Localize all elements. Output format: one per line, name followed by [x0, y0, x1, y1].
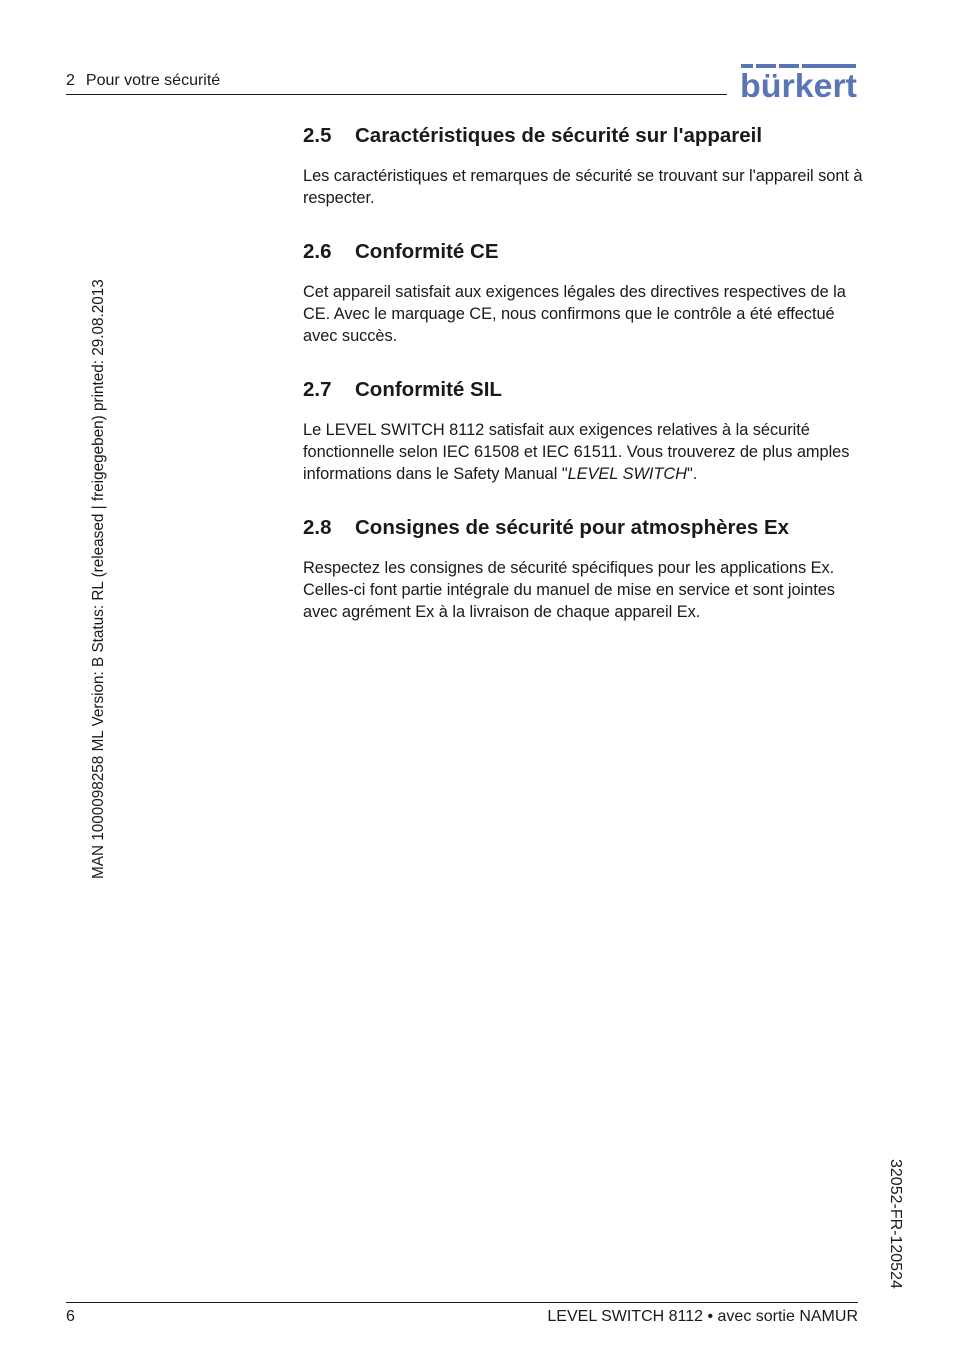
- section-title: Consignes de sécurité pour atmosphères Ex: [355, 516, 790, 539]
- footer-rule: [66, 1302, 858, 1303]
- section-number: 2.7: [303, 378, 332, 401]
- page-number: 6: [66, 1308, 75, 1325]
- logo-text: bürkert: [740, 67, 858, 102]
- section-number: 2.6: [303, 240, 332, 263]
- section-number: 2.8: [303, 516, 332, 539]
- section-paragraph: Les caractéristiques et remarques de sécurité se trouvant sur l'appareil sont à respecter.: [303, 167, 863, 207]
- section-paragraph: Cet appareil satisfait aux exigences légales des directives respectives de la CE. Avec le marquage CE, nous confirmons que le contrôle a été effectué avec succès.: [303, 283, 846, 345]
- manual-reference: LEVEL SWITCH: [567, 465, 687, 483]
- burkert-logo: [739, 62, 859, 102]
- section-2-5: [303, 120, 863, 209]
- section-number: 2.5: [303, 124, 332, 147]
- section-title: Conformité SIL: [355, 378, 502, 401]
- chapter-title: Pour votre sécurité: [85, 72, 221, 89]
- section-paragraph: [303, 419, 863, 485]
- chapter-number: 2: [66, 72, 75, 89]
- running-header: [66, 72, 220, 90]
- section-2-8: [303, 512, 863, 623]
- section-heading: [303, 120, 863, 152]
- section-title: Caractéristiques de sécurité sur l'appareil: [355, 124, 763, 147]
- footer-document-title: LEVEL SWITCH 8112 • avec sortie NAMUR: [547, 1308, 858, 1325]
- section-title: Conformité CE: [355, 240, 499, 263]
- paragraph-text-end: ".: [686, 465, 698, 483]
- document-control-info: MAN 1000098258 ML Version: B Status: RL (released | freigegeben) printed: 29.08.2013: [90, 279, 107, 879]
- section-heading: [303, 512, 863, 544]
- main-content: [303, 120, 863, 623]
- section-paragraph: Respectez les consignes de sécurité spécifiques pour les applications Ex. Celles-ci font partie intégrale du manuel de mise en service et sont jointes avec agrément Ex à la livraison de chaque appareil Ex.: [303, 559, 835, 621]
- paragraph-text: Le LEVEL SWITCH 8112 satisfait aux exigences relatives à la sécurité fonctionnelle selon IEC 61508 et IEC 61511. Vous trouverez de plus amples informations dans le Safety Manual ": [303, 421, 850, 483]
- section-2-7: [303, 374, 863, 485]
- document-code: 32052-FR-120524: [887, 1159, 904, 1289]
- section-heading: [303, 236, 863, 268]
- header-rule: [66, 94, 727, 95]
- section-2-6: [303, 236, 863, 347]
- section-heading: [303, 374, 863, 406]
